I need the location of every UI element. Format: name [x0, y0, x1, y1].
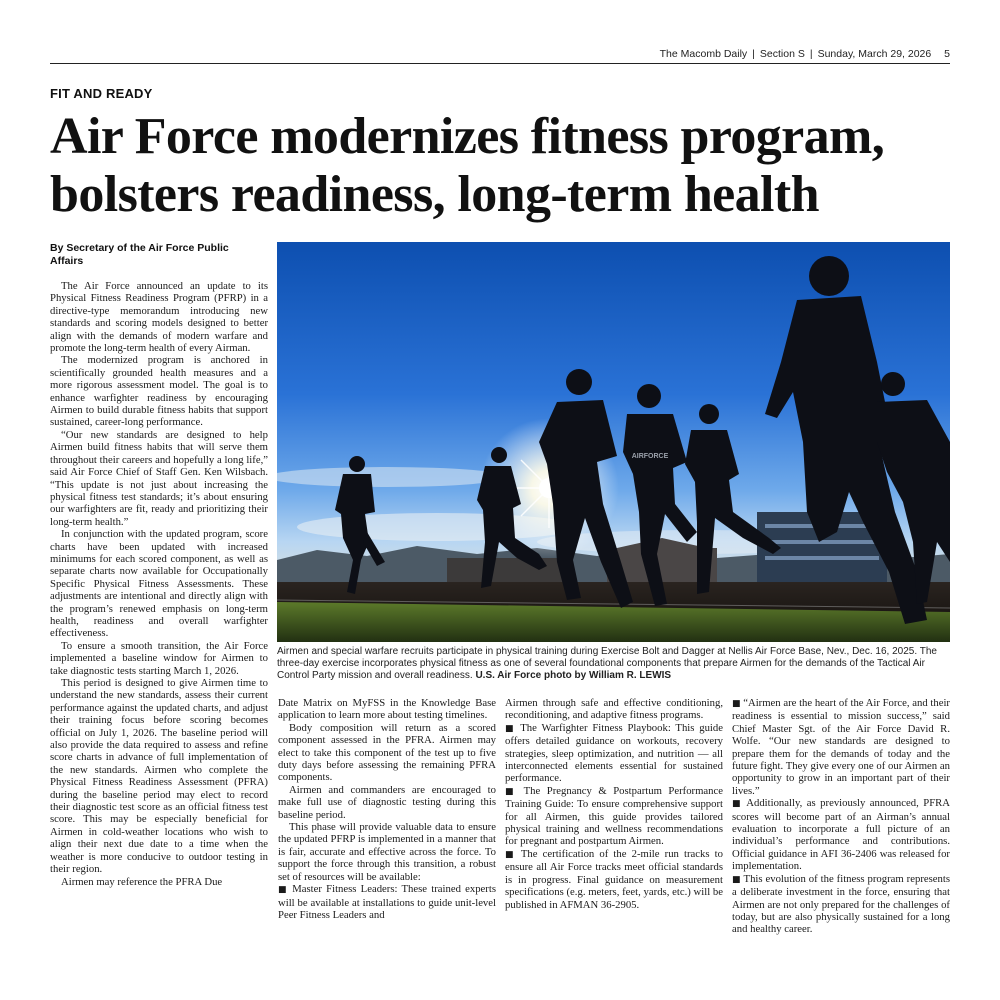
- bullet-paragraph: ■ Master Fitness Leaders: These trained experts will be available at installations to guide unit-level Peer Fitness Leaders and: [278, 883, 496, 921]
- bullet-square-icon: ■: [732, 799, 743, 810]
- bullet-square-icon: ■: [732, 874, 741, 885]
- photo-credit: U.S. Air Force photo by William R. LEWIS: [475, 670, 672, 682]
- paragraph: Date Matrix on MyFSS in the Knowledge Base application to learn more about testing timelines.: [278, 697, 496, 722]
- paragraph: Airmen through safe and effective conditioning, reconditioning, and adaptive fitness programs.: [505, 697, 723, 722]
- publication-date: Sunday, March 29, 2026: [817, 48, 932, 60]
- bullet-square-icon: ■: [732, 699, 741, 709]
- bullet-paragraph: ■ This evolution of the fitness program represents a deliberate investment in the force, ensuring that Airmen are not only prepared for the challenges of today, but are also physically sustained for a long and healthy career.: [732, 872, 950, 936]
- paragraph: This phase will provide valuable data to ensure the updated PFRP is implemented in a manner that is fair, accurate and effective across the force. To support the force through this transition, a robust set of resources will be available:: [278, 821, 496, 883]
- paragraph: This period is designed to give Airmen time to understand the new standards, assess their current performance against the updated charts, and adjust their training focus before scoring becomes official on July 1, 2026. The baseline period will also provide the data required to assess and refine score charts in advance of full implementation of the new standards. Airmen who complete the Physical Fitness Readiness Assessment (PFRA) during the baseline period may elect to record their diagnostic test score as an official fitness test score. This may be especially beneficial for Airmen in cold-weather locations who wish to align their next due date to a time when the weather is more conducive to outdoor testing in their region.: [50, 677, 268, 876]
- article-column-4: [732, 697, 950, 936]
- paragraph: The modernized program is anchored in scientifically grounded health measures and a more rigorous assessment model. The goal is to enhance warfighter readiness by encouraging Airmen to build durable fitness habits that support sustained, career-long performance.: [50, 354, 268, 429]
- article-byline: By Secretary of the Air Force Public Affairs: [50, 242, 229, 267]
- bullet-paragraph: ■ “Airmen are the heart of the Air Force, and their readiness is essential to mission success,” said Chief Master Sgt. of the Air Force David R. Wolfe. “Our new standards are designed to prepare them for the demands of today and the future fight. They give every one of our Airmen an opportunity to grow in an important part of their lives.”: [732, 697, 950, 797]
- article-column-2: [278, 697, 496, 921]
- bullet-square-icon: ■: [505, 786, 518, 797]
- article-column-3: [505, 697, 723, 911]
- bullet-square-icon: ■: [505, 849, 516, 860]
- newspaper-name: The Macomb Daily: [659, 48, 748, 60]
- paragraph: “Our new standards are designed to help Airmen build fitness habits that will serve them throughout their careers and hopefully a long life,” said Air Force Chief of Staff Gen. Ken Wilsbach. “This update is not just about increasing the physical fitness test standards; it’s about ensuring our warfighters are fit, ready and prioritizing their long-term health.”: [50, 428, 268, 528]
- paragraph: The Air Force announced an update to its Physical Fitness Readiness Program (PFRP) in a directive-type memorandum introducing new standards and scoring models designed to better align with the demands of modern warfare and promote the long-term health of every Airman.: [50, 280, 268, 355]
- paragraph: Airmen may reference the PFRA Due: [61, 875, 223, 888]
- paragraph: To ensure a smooth transition, the Air Force implemented a baseline window for Airmen to take diagnostic tests starting March 1, 2026.: [50, 639, 268, 677]
- section-label: Section S: [759, 48, 805, 60]
- paragraph: In conjunction with the updated program, score charts have been updated with increased minimums for each scored component, as well as separate charts now available for Occupationally Specific Physical Fitness Assessments. These adjustments are intentional and directly align with the program’s renewed emphasis on long-term health, readiness and overall warfighter effectiveness.: [50, 528, 268, 640]
- bullet-square-icon: ■: [278, 885, 289, 896]
- runners-photo: [277, 242, 950, 642]
- page-number: 5: [944, 48, 950, 60]
- bullet-paragraph: ■ The certification of the 2-mile run tracks to ensure all Air Force tracks meet official standards is in progress. Final guidance on measurement specifications (e.g. meters, feet, yards, etc.) will be published in AFMAN 36-2905.: [505, 847, 723, 911]
- shirt-lettering: AIRFORCE: [631, 453, 669, 460]
- paragraph: Body composition will return as a scored component assessed in the PFRA. Airmen may elect to take this component of the test up to five duty days before assessing the remaining PFRA components.: [278, 721, 496, 784]
- running-head: The Macomb Daily | Section S | Sunday, March 29, 2026 5: [50, 47, 950, 64]
- bullet-paragraph: ■ The Warfighter Fitness Playbook: This guide offers detailed guidance on workouts, recovery strategies, sleep optimization, and nutrition — all interconnected elements essential for sustained performance.: [505, 721, 723, 785]
- caption-text: Airmen and special warfare recruits participate in physical training during Exercise Bolt and Dagger at Nellis Air Force Base, Nev., Dec. 16, 2025. The three-day exercise incorporates physical fitness as one of several foundational components that prepare Airmen for the demands of the Tactical Air Control Party mission and overall readiness.: [277, 646, 937, 682]
- bullet-paragraph: ■ Additionally, as previously announced, PFRA scores will become part of an Airman’s annual evaluation to incorporate a full picture of an individual’s performance and contributions. Official guidance in AFI 36-2406 was released for implementation.: [732, 797, 950, 873]
- photo-caption: [277, 646, 950, 683]
- section-kicker: FIT AND READY: [50, 86, 153, 101]
- bullet-square-icon: ■: [505, 723, 516, 734]
- paragraph: Airmen and commanders are encouraged to make full use of diagnostic testing during this baseline period.: [278, 783, 496, 821]
- bullet-paragraph: ■ The Pregnancy & Postpartum Performance Training Guide: To ensure comprehensive support for all Airmen, this guide provides tailored physical training and wellness recommendations for pregnant and postpartum Airmen.: [505, 784, 723, 848]
- article-column-1: [50, 280, 268, 888]
- article-headline: Air Force modernizes fitness program, bolsters readiness, long-term health: [50, 108, 885, 223]
- runners-silhouette-photo-icon: [277, 242, 950, 642]
